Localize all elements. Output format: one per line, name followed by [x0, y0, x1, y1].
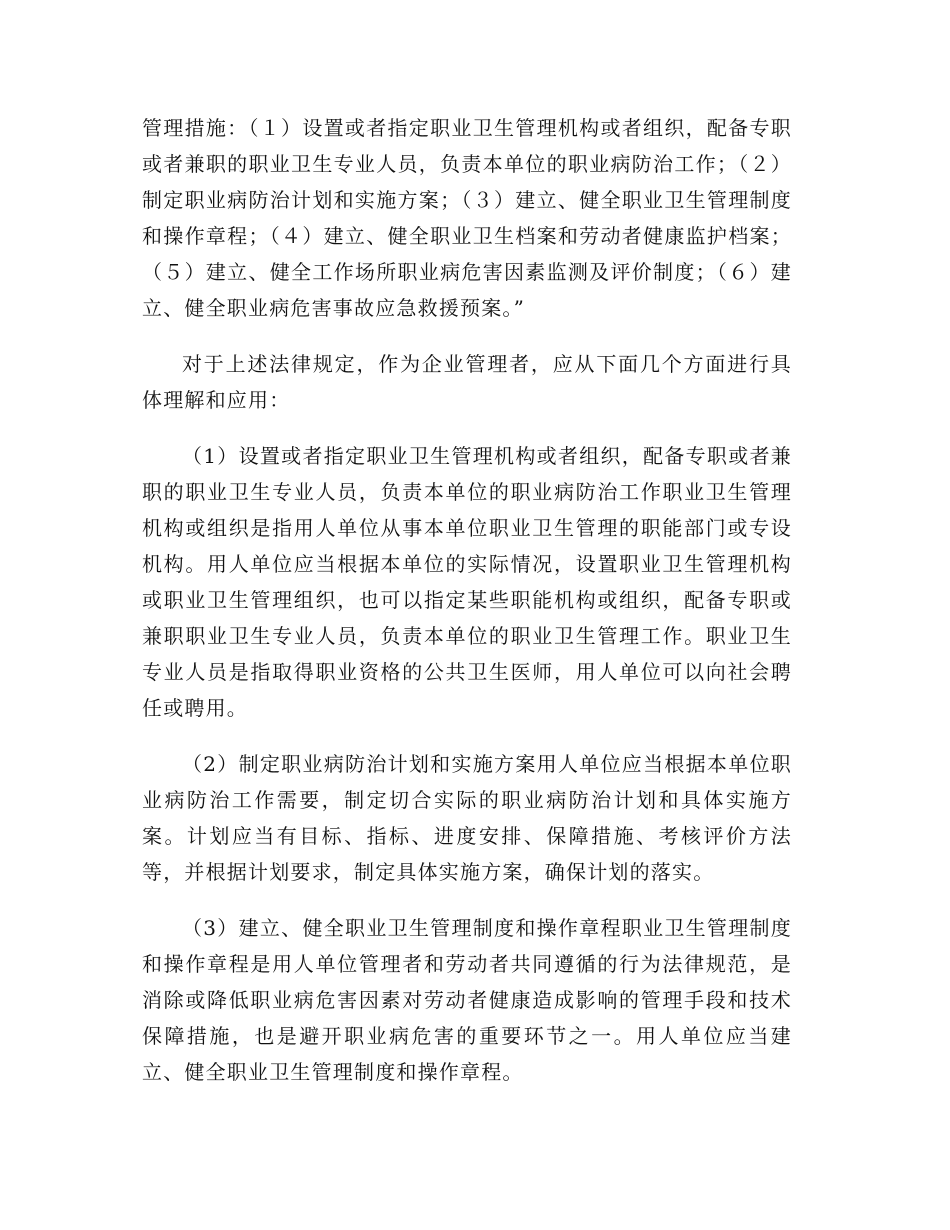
paragraph-item-1: （1）设置或者指定职业卫生管理机构或者组织，配备专职或者兼职的职业卫生专业人员，负责本单位的职业病防治工作职业卫生管理机构或组织是指用人单位从事本单位职业卫生管理的职能部门或专设机构。用人单位应当根据本单位的实际情况，设置职业卫生管理机构或职业卫生管理组织，也可以指定某些职能机构或组织，配备专职或兼职职业卫生专业人员，负责本单位的职业卫生管理工作。职业卫生专业人员是指取得职业资格的公共卫生医师，用人单位可以向社会聘任或聘用。 — [142, 444, 792, 720]
paragraph-management-measures: 管理措施：（１）设置或者指定职业卫生管理机构或者组织，配备专职或者兼职的职业卫生专业人员，负责本单位的职业病防治工作；（２）制定职业病防治计划和实施方案；（３）建立、健全职业卫生管理制度和操作章程；（４）建立、健全职业卫生档案和劳动者健康监护档案；（５）建立、健全工作场所职业病危害因素监测及评价制度；（６）建立、健全职业病危害事故应急救援预案。” — [142, 116, 792, 320]
paragraph-item-3: （3）建立、健全职业卫生管理制度和操作章程职业卫生管理制度和操作章程是用人单位管理者和劳动者共同遵循的行为法律规范，是消除或降低职业病危害因素对劳动者健康造成影响的管理手段和技术保障措施，也是避开职业病危害的重要环节之一。用人单位应当建立、健全职业卫生管理制度和操作章程。 — [142, 916, 792, 1084]
document-body — [142, 110, 792, 1090]
paragraph-intro: 对于上述法律规定，作为企业管理者，应从下面几个方面进行具体理解和应用： — [142, 352, 792, 412]
paragraph-item-2: （2）制定职业病防治计划和实施方案用人单位应当根据本单位职业病防治工作需要，制定切合实际的职业病防治计划和具体实施方案。计划应当有目标、指标、进度安排、保障措施、考核评价方法等，并根据计划要求，制定具体实施方案，确保计划的落实。 — [142, 752, 792, 884]
